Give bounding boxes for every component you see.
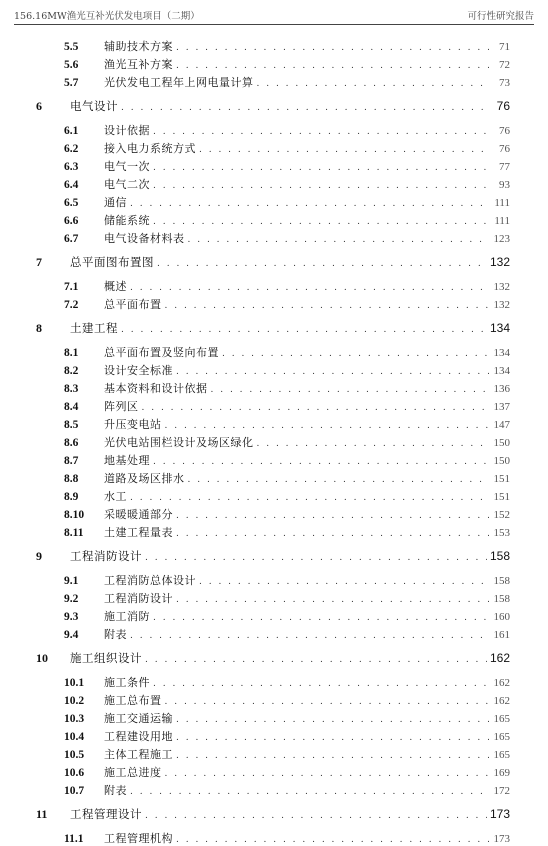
toc-page-number: 162 [493, 695, 510, 707]
toc-title: 工程管理设计 [70, 807, 142, 821]
toc-number: 6.7 [64, 233, 79, 245]
toc-title: 土建工程 [70, 321, 118, 335]
toc-leader-dots [130, 787, 489, 797]
toc-title: 辅助技术方案 [104, 40, 173, 53]
toc-leader-dots [153, 679, 489, 689]
toc-number: 9.4 [64, 629, 79, 641]
toc-leader-dots [176, 43, 489, 53]
toc-title: 附表 [104, 784, 127, 797]
toc-leader-dots [142, 403, 490, 413]
toc-number: 6 [36, 99, 42, 113]
report-type: 可行性研究报告 [467, 11, 534, 22]
project-title: 156.16MW渔光互补光伏发电项目（二期） [14, 11, 200, 22]
toc-page-number: 72 [499, 59, 510, 71]
toc-page-number: 158 [489, 549, 510, 563]
toc-title: 施工条件 [104, 676, 150, 689]
toc-number: 10.2 [64, 695, 85, 707]
toc-section[interactable] [64, 506, 510, 522]
toc-title: 设计依据 [104, 124, 150, 137]
toc-title: 水工 [104, 490, 127, 503]
toc-title: 施工交通运输 [104, 712, 173, 725]
toc-leader-dots [165, 769, 490, 779]
toc-title: 基本资料和设计依据 [104, 382, 208, 395]
toc-page-number: 147 [493, 419, 510, 431]
toc-page-number: 169 [493, 767, 510, 779]
toc-leader-dots [188, 235, 490, 245]
toc-page-number: 172 [493, 785, 510, 797]
toc-page-number: 137 [493, 401, 510, 413]
toc-section[interactable] [64, 470, 510, 486]
toc-title: 主体工程施工 [104, 748, 173, 761]
toc-leader-dots [165, 697, 490, 707]
toc-chapter[interactable] [36, 254, 510, 270]
toc-title: 电气设计 [70, 99, 118, 113]
toc-leader-dots [176, 529, 489, 539]
toc-section[interactable] [64, 452, 510, 468]
toc-page-number: 123 [493, 233, 510, 245]
toc-section[interactable] [64, 416, 510, 432]
toc-leader-dots [153, 127, 489, 137]
toc-page-number: 158 [493, 575, 510, 587]
toc-page-number: 165 [493, 731, 510, 743]
toc-page-number: 76 [499, 143, 510, 155]
toc-number: 8.5 [64, 419, 79, 431]
toc-leader-dots [153, 217, 489, 227]
toc-number: 8.2 [64, 365, 79, 377]
toc-page-number: 158 [493, 593, 510, 605]
toc-section[interactable] [64, 380, 510, 396]
toc-title: 道路及场区排水 [104, 472, 185, 485]
toc-title: 储能系统 [104, 214, 150, 227]
toc-number: 8.4 [64, 401, 79, 413]
toc-number: 8.11 [64, 527, 84, 539]
toc-title: 附表 [104, 628, 127, 641]
toc-leader-dots [199, 145, 489, 155]
toc-section[interactable] [64, 710, 510, 726]
toc-page-number: 93 [499, 179, 510, 191]
toc-page-number: 173 [489, 807, 510, 821]
toc-title: 地基处理 [104, 454, 150, 467]
toc-title: 总平面布置 [104, 298, 162, 311]
toc-leader-dots [153, 163, 489, 173]
toc-section[interactable] [64, 278, 510, 294]
toc-page-number: 73 [499, 77, 510, 89]
toc-chapter[interactable] [36, 98, 510, 114]
toc-page-number: 151 [493, 491, 510, 503]
toc-leader-dots [145, 811, 487, 821]
toc-title: 光伏发电工程年上网电量计算 [104, 76, 254, 89]
toc-section[interactable] [64, 728, 510, 744]
toc-chapter[interactable] [36, 320, 510, 336]
toc-leader-dots [199, 577, 489, 587]
toc-chapter[interactable] [36, 650, 510, 666]
toc-number: 9.1 [64, 575, 79, 587]
toc-leader-dots [130, 631, 489, 641]
toc-page-number: 76 [499, 125, 510, 137]
toc-page-number: 150 [493, 455, 510, 467]
toc-number: 8.1 [64, 347, 79, 359]
toc-section[interactable] [64, 488, 510, 504]
toc-number: 8.8 [64, 473, 79, 485]
toc-section[interactable] [64, 344, 510, 360]
toc-leader-dots [130, 493, 489, 503]
toc-page-number: 153 [493, 527, 510, 539]
toc-page-number: 165 [493, 713, 510, 725]
toc-leader-dots [211, 385, 490, 395]
toc-leader-dots [153, 457, 489, 467]
toc-page-number: 132 [493, 281, 510, 293]
toc-leader-dots [165, 301, 490, 311]
toc-number: 11.1 [64, 833, 84, 845]
toc-title: 工程建设用地 [104, 730, 173, 743]
toc-number: 9.2 [64, 593, 79, 605]
toc-title: 施工总进度 [104, 766, 162, 779]
toc-number: 8.7 [64, 455, 79, 467]
toc-section[interactable] [64, 626, 510, 642]
toc-leader-dots [176, 367, 489, 377]
toc-page-number: 111 [494, 197, 510, 209]
toc-number: 8.3 [64, 383, 79, 395]
toc-title: 施工总布置 [104, 694, 162, 707]
toc-number: 11 [36, 807, 48, 821]
toc-leader-dots [257, 79, 490, 89]
toc-section[interactable] [64, 524, 510, 540]
toc-page-number: 111 [494, 215, 510, 227]
toc-page-number: 162 [493, 677, 510, 689]
toc-section[interactable] [64, 194, 510, 210]
toc-number: 10.5 [64, 749, 85, 761]
toc-section[interactable] [64, 122, 510, 138]
toc-page-number: 165 [493, 749, 510, 761]
toc-section[interactable] [64, 212, 510, 228]
toc-number: 10.6 [64, 767, 85, 779]
toc-leader-dots [176, 733, 489, 743]
toc-number: 9.3 [64, 611, 79, 623]
toc-title: 工程消防设计 [104, 592, 173, 605]
toc-leader-dots [176, 511, 489, 521]
toc-number: 10.1 [64, 677, 85, 689]
toc-number: 8.10 [64, 509, 85, 521]
page-header [14, 6, 534, 25]
toc-number: 7.1 [64, 281, 79, 293]
toc-page-number: 162 [489, 651, 510, 665]
toc-page-number: 150 [493, 437, 510, 449]
toc-section[interactable] [64, 296, 510, 312]
toc-page-number: 151 [493, 473, 510, 485]
toc-page-number: 173 [493, 833, 510, 845]
toc-title: 电气一次 [104, 160, 150, 173]
toc-number: 10.3 [64, 713, 85, 725]
toc-title: 渔光互补方案 [104, 58, 173, 71]
toc-number: 8.9 [64, 491, 79, 503]
toc-section[interactable] [64, 398, 510, 414]
toc-page-number: 161 [493, 629, 510, 641]
toc-number: 10 [36, 651, 48, 665]
toc-chapter[interactable] [36, 548, 510, 564]
toc-number: 7.2 [64, 299, 79, 311]
toc-title: 接入电力系统方式 [104, 142, 196, 155]
toc-leader-dots [130, 199, 489, 209]
toc-section[interactable] [64, 746, 510, 762]
toc-title: 施工消防 [104, 610, 150, 623]
toc-title: 工程消防总体设计 [104, 574, 196, 587]
toc-page-number: 152 [493, 509, 510, 521]
toc-leader-dots [188, 475, 490, 485]
toc-number: 5.6 [64, 59, 79, 71]
toc-number: 6.1 [64, 125, 79, 137]
toc-page-number: 134 [493, 347, 510, 359]
toc-page-number: 77 [499, 161, 510, 173]
toc-number: 7 [36, 255, 42, 269]
toc-title: 工程管理机构 [104, 832, 173, 845]
toc-leader-dots [176, 715, 489, 725]
toc-leader-dots [153, 181, 489, 191]
toc-section[interactable] [64, 230, 510, 246]
toc-leader-dots [121, 325, 487, 335]
toc-number: 5.7 [64, 77, 79, 89]
toc-chapter[interactable] [36, 806, 510, 822]
toc-section[interactable] [64, 38, 510, 54]
toc-leader-dots [176, 751, 489, 761]
toc-number: 6.6 [64, 215, 79, 227]
toc-title: 电气设备材料表 [104, 232, 185, 245]
toc-title: 工程消防设计 [70, 549, 142, 563]
toc-leader-dots [165, 421, 490, 431]
toc-page-number: 132 [489, 255, 510, 269]
toc-section[interactable] [64, 56, 510, 72]
toc-section[interactable] [64, 608, 510, 624]
toc-title: 升压变电站 [104, 418, 162, 431]
toc-title: 总平面布置及竖向布置 [104, 346, 219, 359]
toc-leader-dots [176, 61, 489, 71]
toc-title: 总平面图布置图 [70, 255, 154, 269]
toc-title: 施工组织设计 [70, 651, 142, 665]
toc-title: 阵列区 [104, 400, 139, 413]
toc-leader-dots [157, 259, 487, 269]
toc-section[interactable] [64, 692, 510, 708]
toc-number: 10.4 [64, 731, 85, 743]
toc-page-number: 71 [499, 41, 510, 53]
toc-section[interactable] [64, 140, 510, 156]
toc-section[interactable] [64, 764, 510, 780]
toc-number: 9 [36, 549, 42, 563]
toc-title: 光伏电站围栏设计及场区绿化 [104, 436, 254, 449]
toc-leader-dots [145, 553, 487, 563]
toc-leader-dots [121, 103, 489, 113]
toc-number: 5.5 [64, 41, 79, 53]
toc-number: 6.3 [64, 161, 79, 173]
toc-leader-dots [176, 595, 489, 605]
toc-title: 通信 [104, 196, 127, 209]
toc-leader-dots [222, 349, 489, 359]
toc-section[interactable] [64, 158, 510, 174]
toc-page-number: 76 [496, 99, 510, 113]
toc-leader-dots [130, 283, 489, 293]
toc-section[interactable] [64, 830, 510, 846]
toc-title: 土建工程量表 [104, 526, 173, 539]
toc-section[interactable] [64, 434, 510, 450]
toc-section[interactable] [64, 176, 510, 192]
toc-page-number: 136 [493, 383, 510, 395]
toc-section[interactable] [64, 590, 510, 606]
toc-leader-dots [176, 835, 489, 845]
toc-section[interactable] [64, 362, 510, 378]
toc-page-number: 160 [493, 611, 510, 623]
toc-title: 概述 [104, 280, 127, 293]
toc-title: 电气二次 [104, 178, 150, 191]
toc-section[interactable] [64, 674, 510, 690]
toc-section[interactable] [64, 572, 510, 588]
toc-leader-dots [145, 655, 487, 665]
toc-leader-dots [153, 613, 489, 623]
toc-number: 6.2 [64, 143, 79, 155]
toc-title: 采暖暖通部分 [104, 508, 173, 521]
toc-leader-dots [257, 439, 490, 449]
toc-number: 6.5 [64, 197, 79, 209]
toc-title: 设计安全标准 [104, 364, 173, 377]
toc-number: 8 [36, 321, 42, 335]
toc-section[interactable] [64, 782, 510, 798]
toc-number: 6.4 [64, 179, 79, 191]
toc-section[interactable] [64, 74, 510, 90]
toc-number: 10.7 [64, 785, 85, 797]
toc-page-number: 132 [493, 299, 510, 311]
toc-page-number: 134 [493, 365, 510, 377]
toc-number: 8.6 [64, 437, 79, 449]
toc-page-number: 134 [489, 321, 510, 335]
